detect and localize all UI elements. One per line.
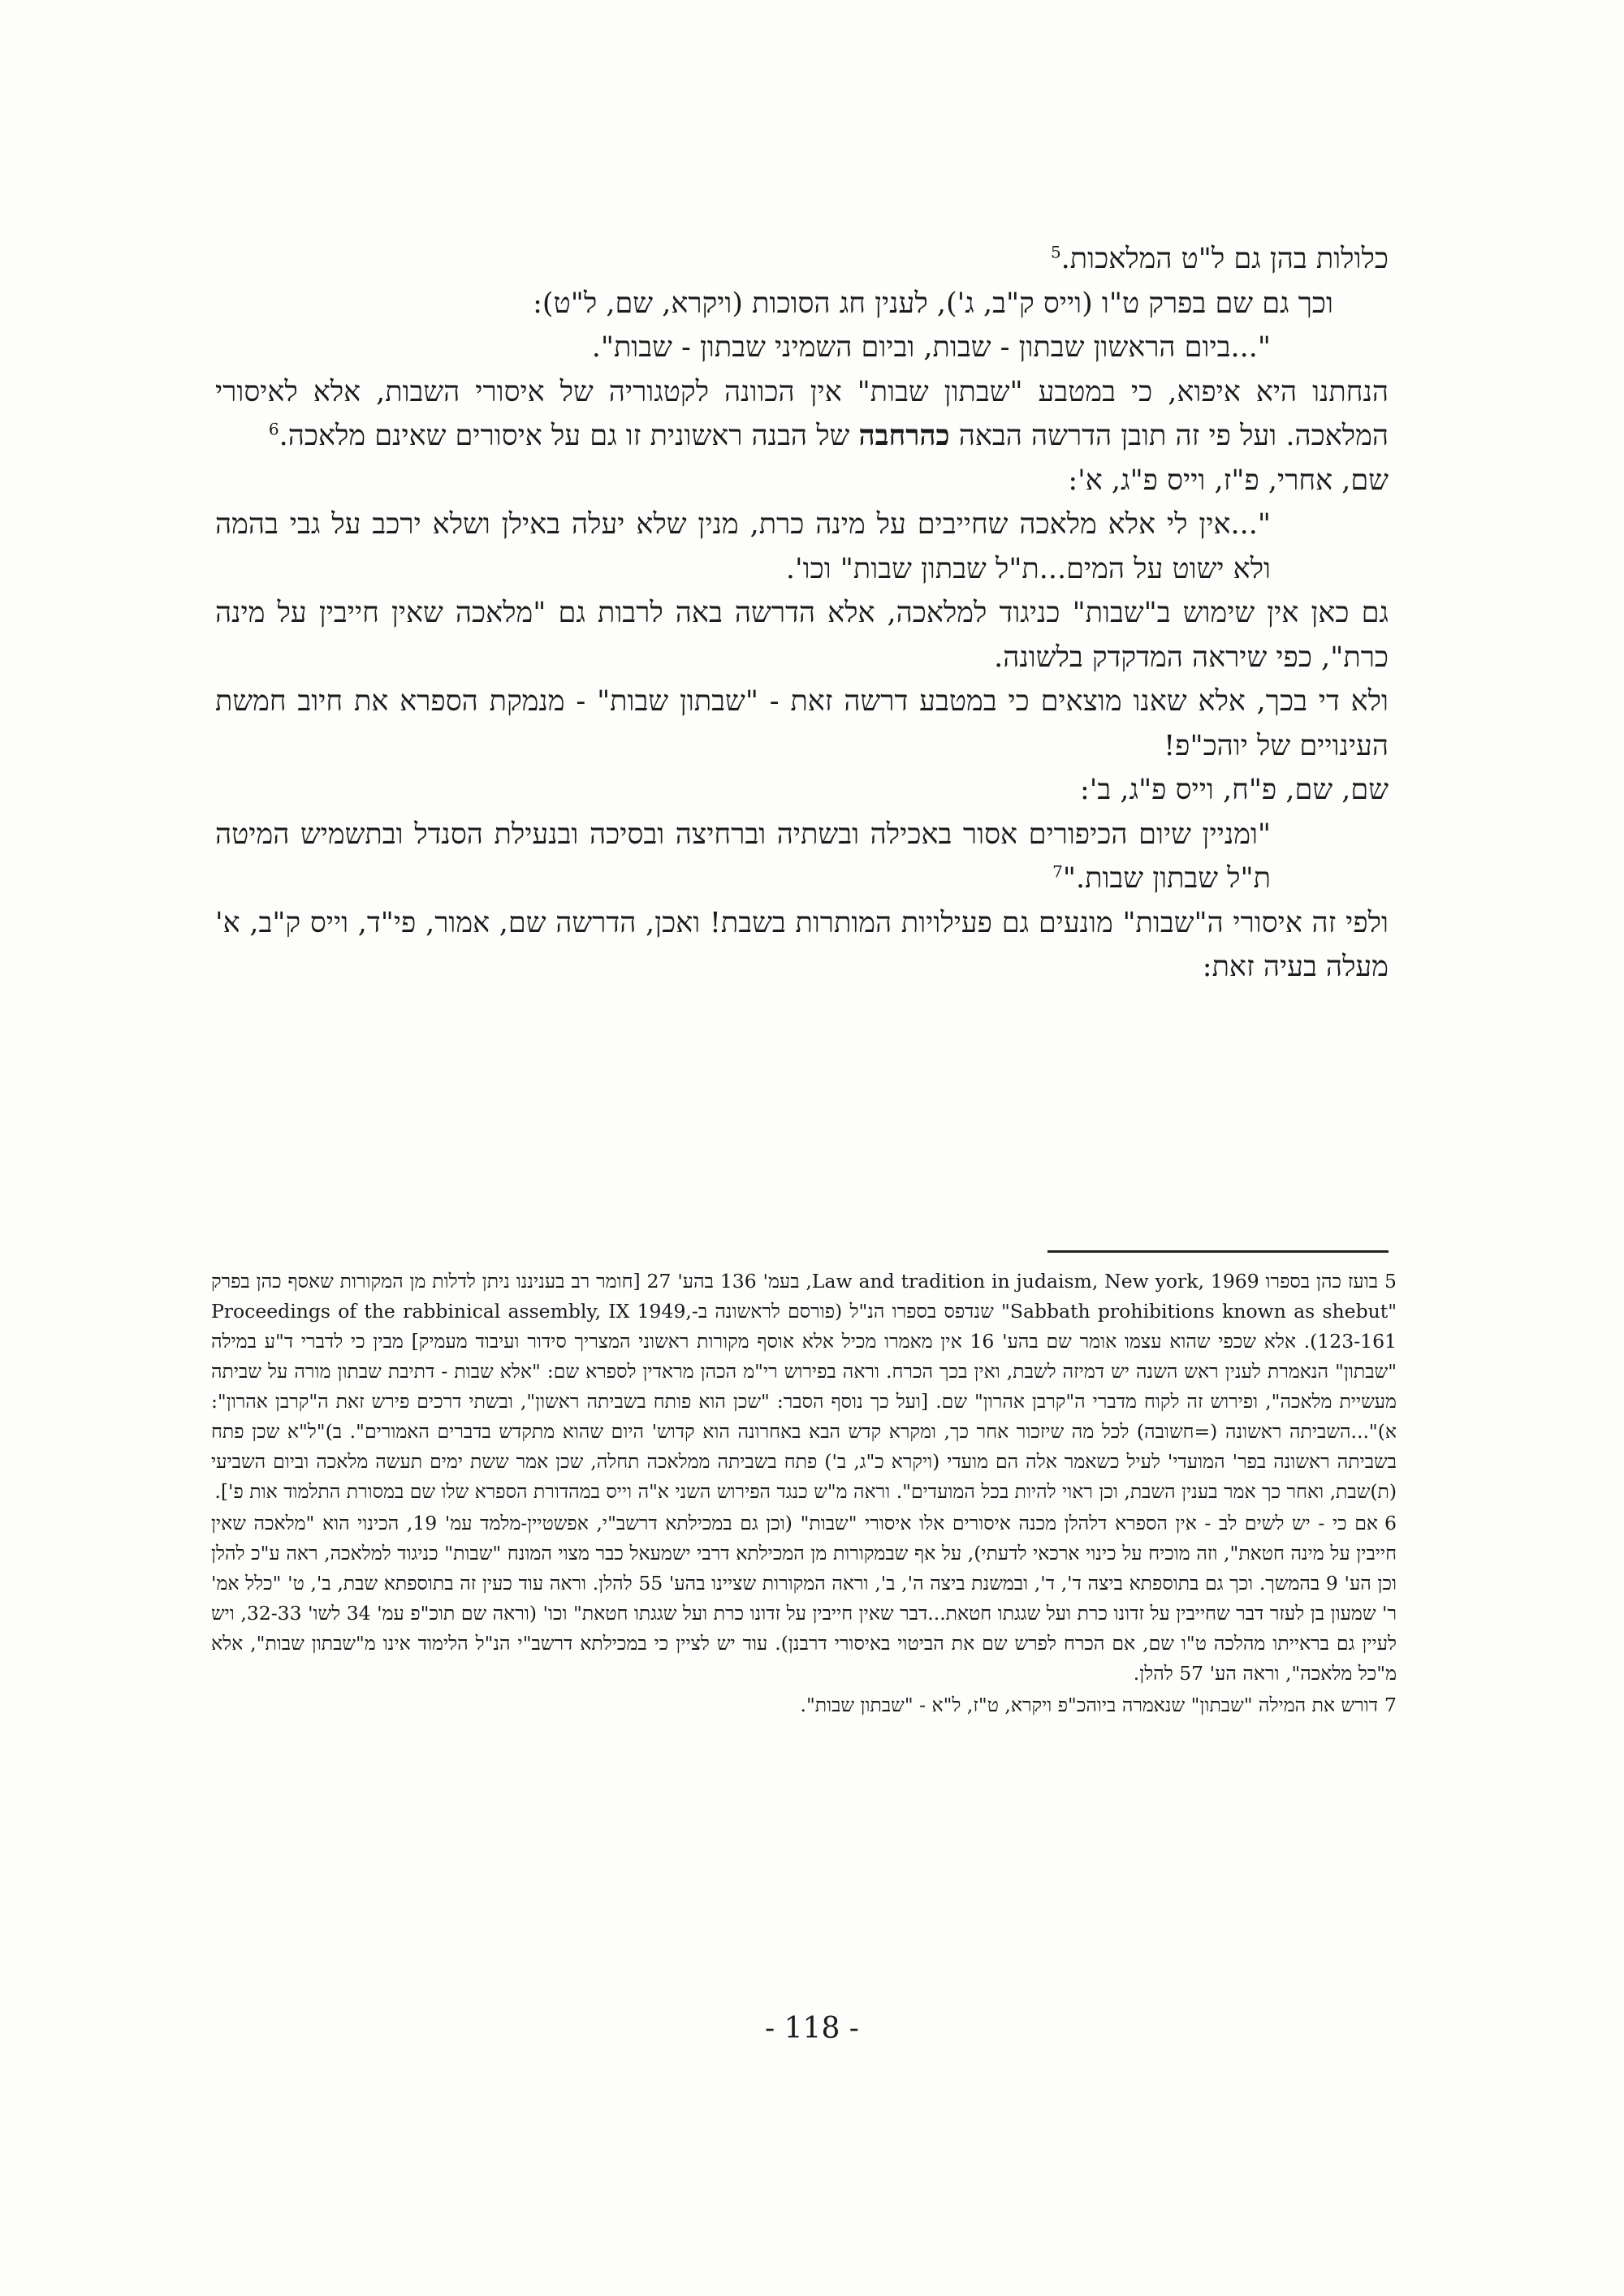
text-line: כלולות בהן גם ל"ט המלאכות.$^5$ — [1050, 242, 1389, 275]
footnote-number: 6 — [1384, 1512, 1397, 1534]
footnote-ref[interactable]: 7 — [1052, 861, 1063, 882]
quote: "...ביום הראשון שבתון - שבות, וביום השמיני שבתון - שבות". — [591, 331, 1271, 364]
footnote-text: אם כי - יש לשים לב - אין הספרא דלהלן מכנה איסורים אלו איסורי "שבות" (וכן גם במכילתא דרשב"י, אפשטיין-מלמד עמ' 19, הכינוי הוא "מלאכה שאין חייבין על מינה חטאת", וזה מוכיח על כינוי ארכאי לדעתי), על אף שבמקורות מן המכילתא דרבי ישמעאל כבר מצוי המונח "שבות" כניגוד למלאכה, ראה ע"כ להלן וכן הע' 9 בהמשך. וכך גם בתוספתא ביצה ד', ד', ובמשנת ביצה ה', ב', וראה המקורות שציינו בהע' 55 להלן. וראה עוד כעין זה בתוספתא שבת, ב', ט' "כלל אמ' ר' שמעון בן לעזר דבר שחייבין על זדונו כרת ועל שגגתו חטאת...דבר שאין חייבין על זדונו כרת ועל שגגתו חטאת" וכו' (וראה שם תוכ"פ עמ' 34 לשו' 32-33, ויש לעיין גם בראייתו מהלכה ט"ו שם, אם הכרח לפרש שם את הביטוי באיסורי דרבנן). עוד יש לציין כי במכילתא דרשב"י הנ"ל הלימוד אינו מ"שבתון שבות", אלא מ"כל מלאכה", וראה הע' 57 להלן. — [211, 1512, 1397, 1685]
footnotes — [211, 1267, 1397, 1722]
footnote — [211, 1690, 1397, 1720]
footnote-number: 5 — [1384, 1270, 1397, 1293]
quote: "ומניין שיום הכיפורים אסור באכילה ובשתיה וברחיצה ובסיכה ובנעילת הסנדל ובתשמיש המיטה ת"ל שבתון שבות."$^7$ — [215, 818, 1271, 895]
footnote-ref[interactable]: 6 — [268, 419, 279, 439]
footnote — [211, 1267, 1397, 1507]
source-reference: שם, שם, פ"ח, וייס פ"ג, ב': — [1079, 774, 1389, 806]
paragraph: ולא די בכך, אלא שאנו מוצאים כי במטבע דרשה זאת - "שבתון שבות" - מנמקת הספרא את חיוב חמשת העינויים של יוהכ"פ! — [215, 685, 1389, 762]
paragraph: גם כאן אין שימוש ב"שבות" כניגוד למלאכה, אלא הדרשה באה לרבות גם "מלאכה שאין חייבין על מינה כרת", כפי שיראה המדקדק בלשונה. — [215, 597, 1389, 674]
paragraph: ולפי זה איסורי ה"שבות" מונעים גם פעילויות המותרות בשבת! ואכן, הדרשה שם, אמור, פי"ד, וייס ק"ב, א' מעלה בעיה זאת: — [215, 906, 1389, 983]
footnote-ref[interactable]: 5 — [1050, 242, 1061, 262]
main-text — [215, 237, 1389, 990]
footnote-text: דורש את המילה "שבתון" שנאמרה ביוהכ"פ ויקרא, ט"ז, ל"א - "שבתון שבות". — [800, 1694, 1379, 1716]
footnote-text: בועז כהן בספרו Law and tradition in judaism, New york, 1969, בעמ' 136 בהע' 27 [חומר רב בעניננו ניתן לדלות מן המקורות שאסף כהן בפרק "Sabbath prohibitions known as shebut" שנדפס בספרו הנ"ל (פורסם לראשונה ב-Proceedings of the rabbinical assembly, IX 1949, 123-161). אלא שכפי שהוא עצמו אומר שם בהע' 16 אין מאמרו מכיל אלא אוסף מקורות ראשוני המצריך סידור ועיבוד מעמיק] מבין כי לדברי ד"ע במילה "שבתון" הנאמרת לענין ראש השנה יש דמיזה לשבת, ואין בכך הכרח. וראה בפירוש רי"מ הכהן מראדין לספרא שם: "אלא שבות - דתיבת שבתון מורה על שביתה מעשיית מלאכה", ופירוש זה לקוח מדברי ה"קרבן אהרון" שם. [ועל כך נוסף הסבר: "שכן הוא פותח בשביתה ראשון", ובשתי דרכים פירש זאת ה"קרבן אהרון": א)"...השביתה ראשונה (=חשובה) לכל מה שיזכור אחר כך, ומקרא קדש הבא באחרונה הוא קדוש' היום שהוא מתקדש בדברים האמורים". ב)"ל"א שכן פתח בשביתה ראשונה בפר' המועדי' לעיל כשאמר אלה הם מועדי (ויקרא כ"ג, ב') פתח בשביתה ממלאכה תחלה, שכן אמר ששת ימים תעשה מלאכה וביום השביעי (ת)שבת, ואחר כך אמר בענין השבת, וכן ראוי להיות בכל המועדים". וראה מ"ש כנגד הפירוש השני א"ה וייס במהדורת הספרא שלו שם במסורת התלמוד אות פ']. — [211, 1270, 1397, 1503]
paragraph: הנחתנו היא איפוא, כי במטבע "שבתון שבות" אין הכוונה לקטגוריה של איסורי השבות, אלא לאיסורי המלאכה. ועל פי זה תובן הדרשה הבאה כהרחבה של הבנה ראשונית זו גם על איסורים שאינם מלאכה.$^6$ — [215, 375, 1389, 452]
footnote — [211, 1508, 1397, 1689]
page-number: - 118 - — [765, 2012, 859, 2045]
source-reference: שם, אחרי, פ"ז, וייס פ"ג, א': — [1068, 464, 1389, 497]
text-line: וכך גם שם בפרק ט"ו (וייס ק"ב, ג'), לענין חג הסוכות (ויקרא, שם, ל"ט): — [533, 287, 1333, 320]
quote: "...אין לי אלא מלאכה שחייבים על מינה כרת, מנין שלא יעלה באילן ושלא ירכב על גבי בהמה ולא ישוט על המים...ת"ל שבתון שבות" וכו'. — [215, 508, 1271, 585]
emphasis: כהרחבה — [858, 419, 950, 452]
footnote-number: 7 — [1384, 1694, 1397, 1716]
footnote-divider — [1047, 1250, 1389, 1253]
